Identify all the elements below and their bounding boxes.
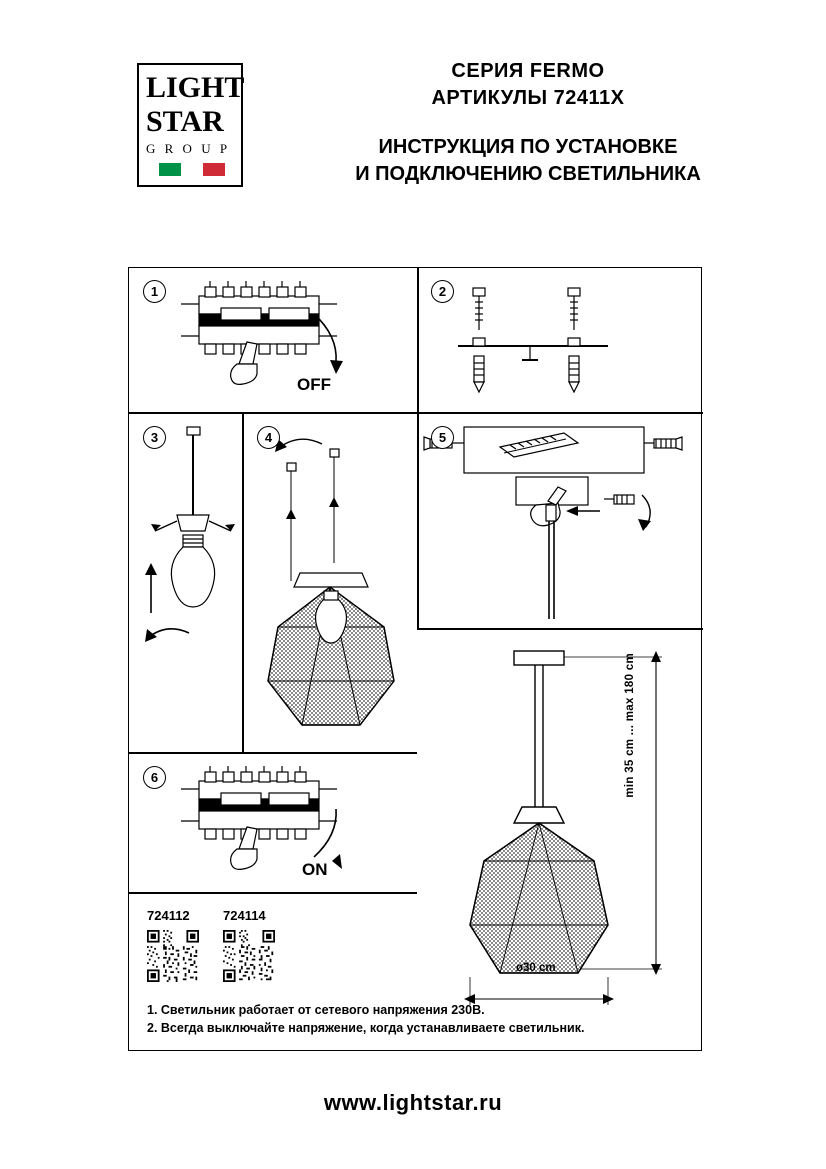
step-number-3: 3 xyxy=(143,426,166,449)
product-code-724112-label: 724112 xyxy=(147,908,190,923)
article-title: АРТИКУЛЫ 72411X xyxy=(431,87,625,109)
step1-off-label: OFF xyxy=(297,375,331,394)
logo-text-star: STAR xyxy=(146,105,224,138)
qr-code-724114 xyxy=(223,930,275,982)
step-number-6: 6 xyxy=(143,766,166,789)
series-title: СЕРИЯ FERMO xyxy=(451,60,605,82)
instruction-title-line2: И ПОДКЛЮЧЕНИЮ СВЕТИЛЬНИКА xyxy=(355,163,701,185)
page-header xyxy=(0,0,826,215)
step5-illustration xyxy=(418,413,704,629)
note-line-1: 1. Светильник работает от сетевого напряжения 230В. xyxy=(147,1003,485,1017)
product-dimension-illustration xyxy=(418,629,704,1051)
product-code-724114-label: 724114 xyxy=(223,908,266,923)
instruction-title-line1: ИНСТРУКЦИЯ ПО УСТАНОВКЕ xyxy=(378,136,678,158)
step-number-5: 5 xyxy=(431,426,454,449)
step-number-4: 4 xyxy=(257,426,280,449)
qr-code-724112 xyxy=(147,930,199,982)
footer-website[interactable]: www.lightstar.ru xyxy=(323,1090,503,1115)
brand-logo xyxy=(137,63,243,187)
logo-text-group: G R O U P xyxy=(146,141,231,156)
step2-illustration xyxy=(418,268,704,412)
instruction-diagram-frame xyxy=(128,267,702,1051)
step-number-1: 1 xyxy=(143,280,166,303)
note-line-2: 2. Всегда выключайте напряжение, когда устанавливаете светильник. xyxy=(147,1021,585,1035)
step4-illustration xyxy=(244,413,417,753)
step6-illustration xyxy=(129,753,417,913)
logo-text-light: LIGHT xyxy=(146,71,245,104)
title-block xyxy=(243,58,813,188)
step6-on-label: ON xyxy=(302,860,328,879)
italian-flag-icon xyxy=(159,163,225,176)
step3-illustration xyxy=(129,413,242,753)
height-dimension-label: min 35 cm ... max 180 cm xyxy=(624,653,636,798)
diameter-dimension-label: ø30 cm xyxy=(516,962,556,974)
step-number-2: 2 xyxy=(431,280,454,303)
step1-illustration xyxy=(129,268,417,412)
